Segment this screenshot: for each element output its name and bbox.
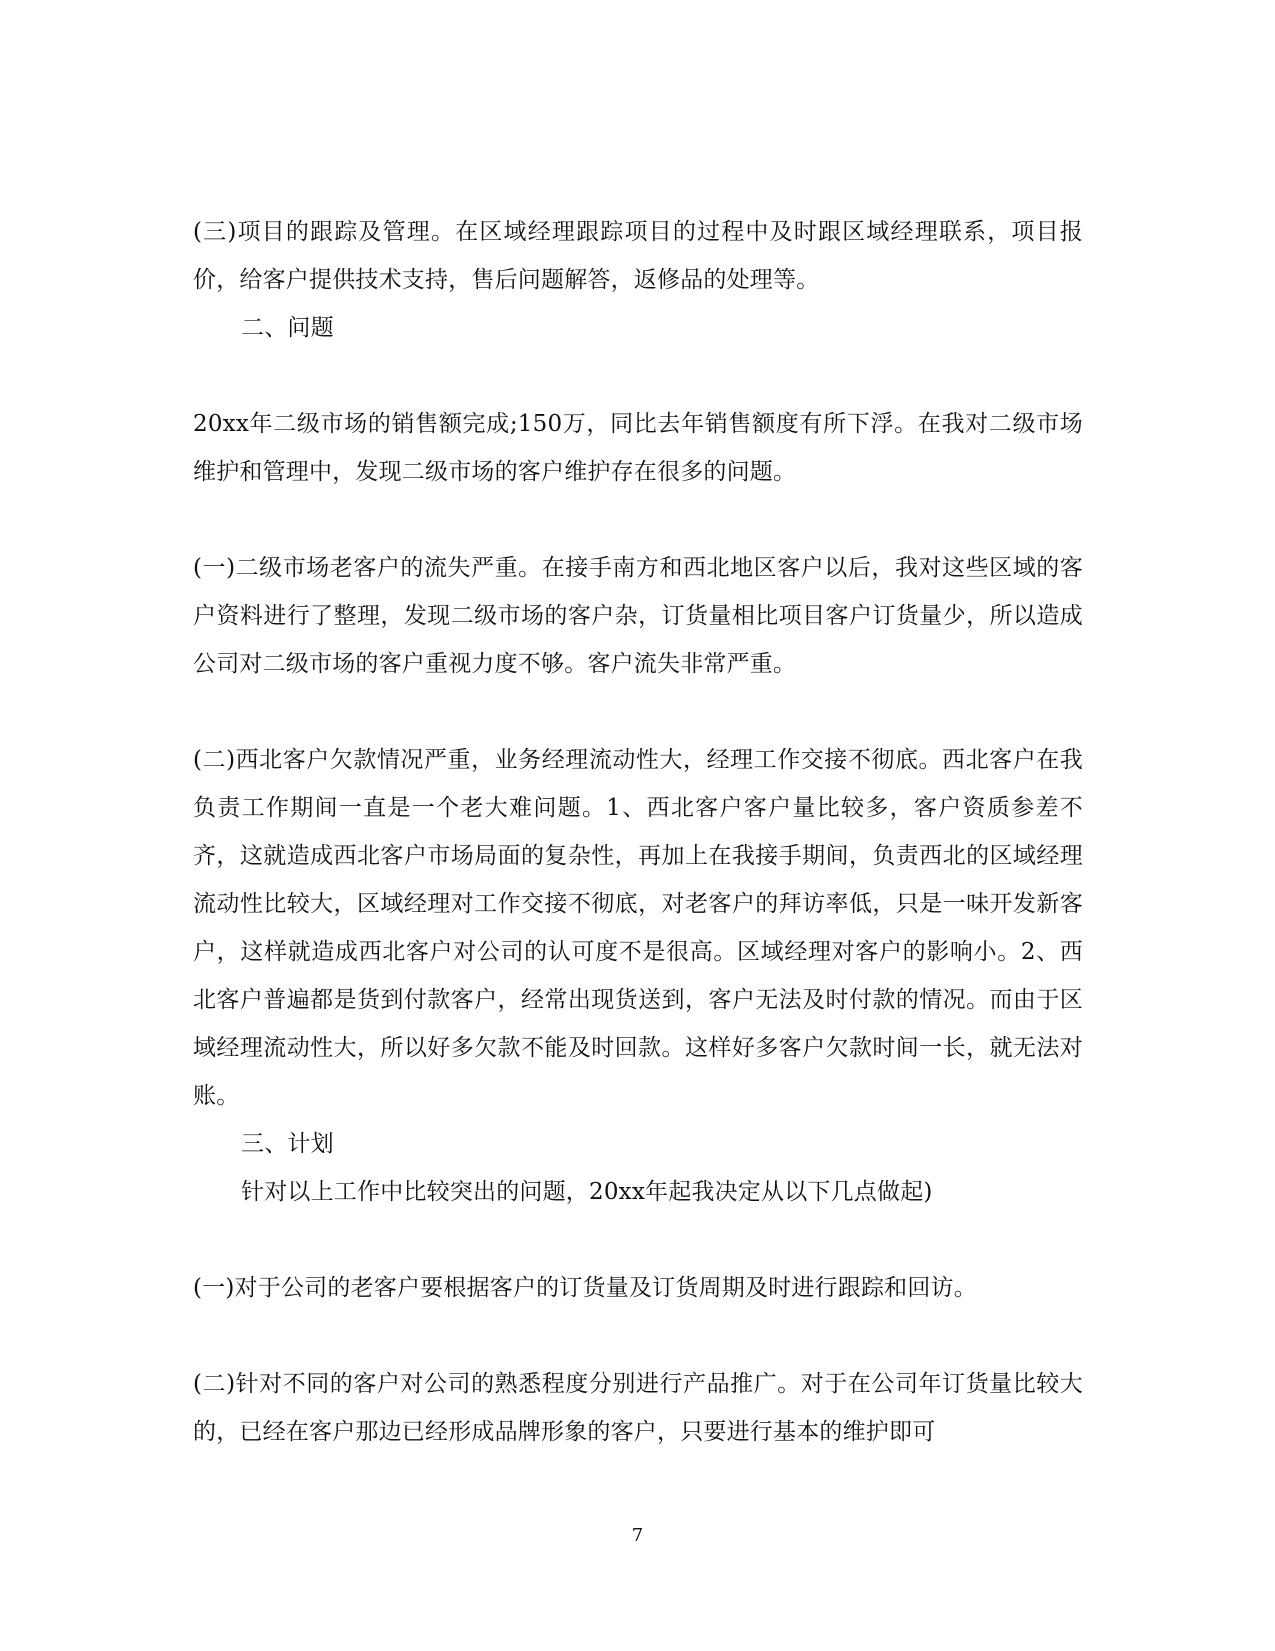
section-heading-problems: 二、问题 xyxy=(241,315,334,341)
page-number: 7 xyxy=(631,1525,644,1546)
paragraph-customer-loss: (一)二级市场老客户的流失严重。在接手南方和西北地区客户以后，我对这些区域的客户资料进行了整理，发现二级市场的客户杂，订货量相比项目客户订货量少，所以造成公司对二级市场的客户重视力度不够。客户流失非常严重。 xyxy=(193,555,1083,677)
section-heading-plan: 三、计划 xyxy=(241,1131,334,1157)
paragraph-project-tracking: (三)项目的跟踪及管理。在区域经理跟踪项目的过程中及时跟区域经理联系，项目报价，给客户提供技术支持，售后问题解答，返修品的处理等。 xyxy=(193,219,1083,293)
paragraph-spacer xyxy=(193,1312,1083,1360)
paragraph-plan-intro: 针对以上工作中比较突出的问题，20xx年起我决定从以下几点做起) xyxy=(241,1179,933,1205)
paragraph-plan-item-1: (一)对于公司的老客户要根据客户的订货量及订货周期及时进行跟踪和回访。 xyxy=(193,1275,977,1301)
paragraph-spacer xyxy=(193,496,1083,544)
paragraph-plan-item-2: (二)针对不同的客户对公司的熟悉程度分别进行产品推广。对于在公司年订货量比较大的，已经在客户那边已经形成品牌形象的客户，只要进行基本的维护即可 xyxy=(193,1371,1083,1445)
paragraph-spacer xyxy=(193,688,1083,736)
paragraph-spacer xyxy=(193,1216,1083,1264)
paragraph-sales-summary: 20xx年二级市场的销售额完成;150万，同比去年销售额度有所下浮。在我对二级市场维护和管理中，发现二级市场的客户维护存在很多的问题。 xyxy=(193,411,1083,485)
paragraph-spacer xyxy=(193,352,1083,400)
paragraph-northwest-debt: (二)西北客户欠款情况严重，业务经理流动性大，经理工作交接不彻底。西北客户在我负责工作期间一直是一个老大难问题。1、西北客户客户量比较多，客户资质参差不齐，这就造成西北客户市场局面的复杂性，再加上在我接手期间，负责西北的区域经理流动性比较大，区域经理对工作交接不彻底，对老客户的拜访率低，只是一味开发新客户，这样就造成西北客户对公司的认可度不是很高。区域经理对客户的影响小。2、西北客户普遍都是货到付款客户，经常出现货送到，客户无法及时付款的情况。而由于区域经理流动性大，所以好多欠款不能及时回款。这样好多客户欠款时间一长，就无法对账。 xyxy=(193,747,1083,1109)
document-body xyxy=(193,208,1083,1456)
